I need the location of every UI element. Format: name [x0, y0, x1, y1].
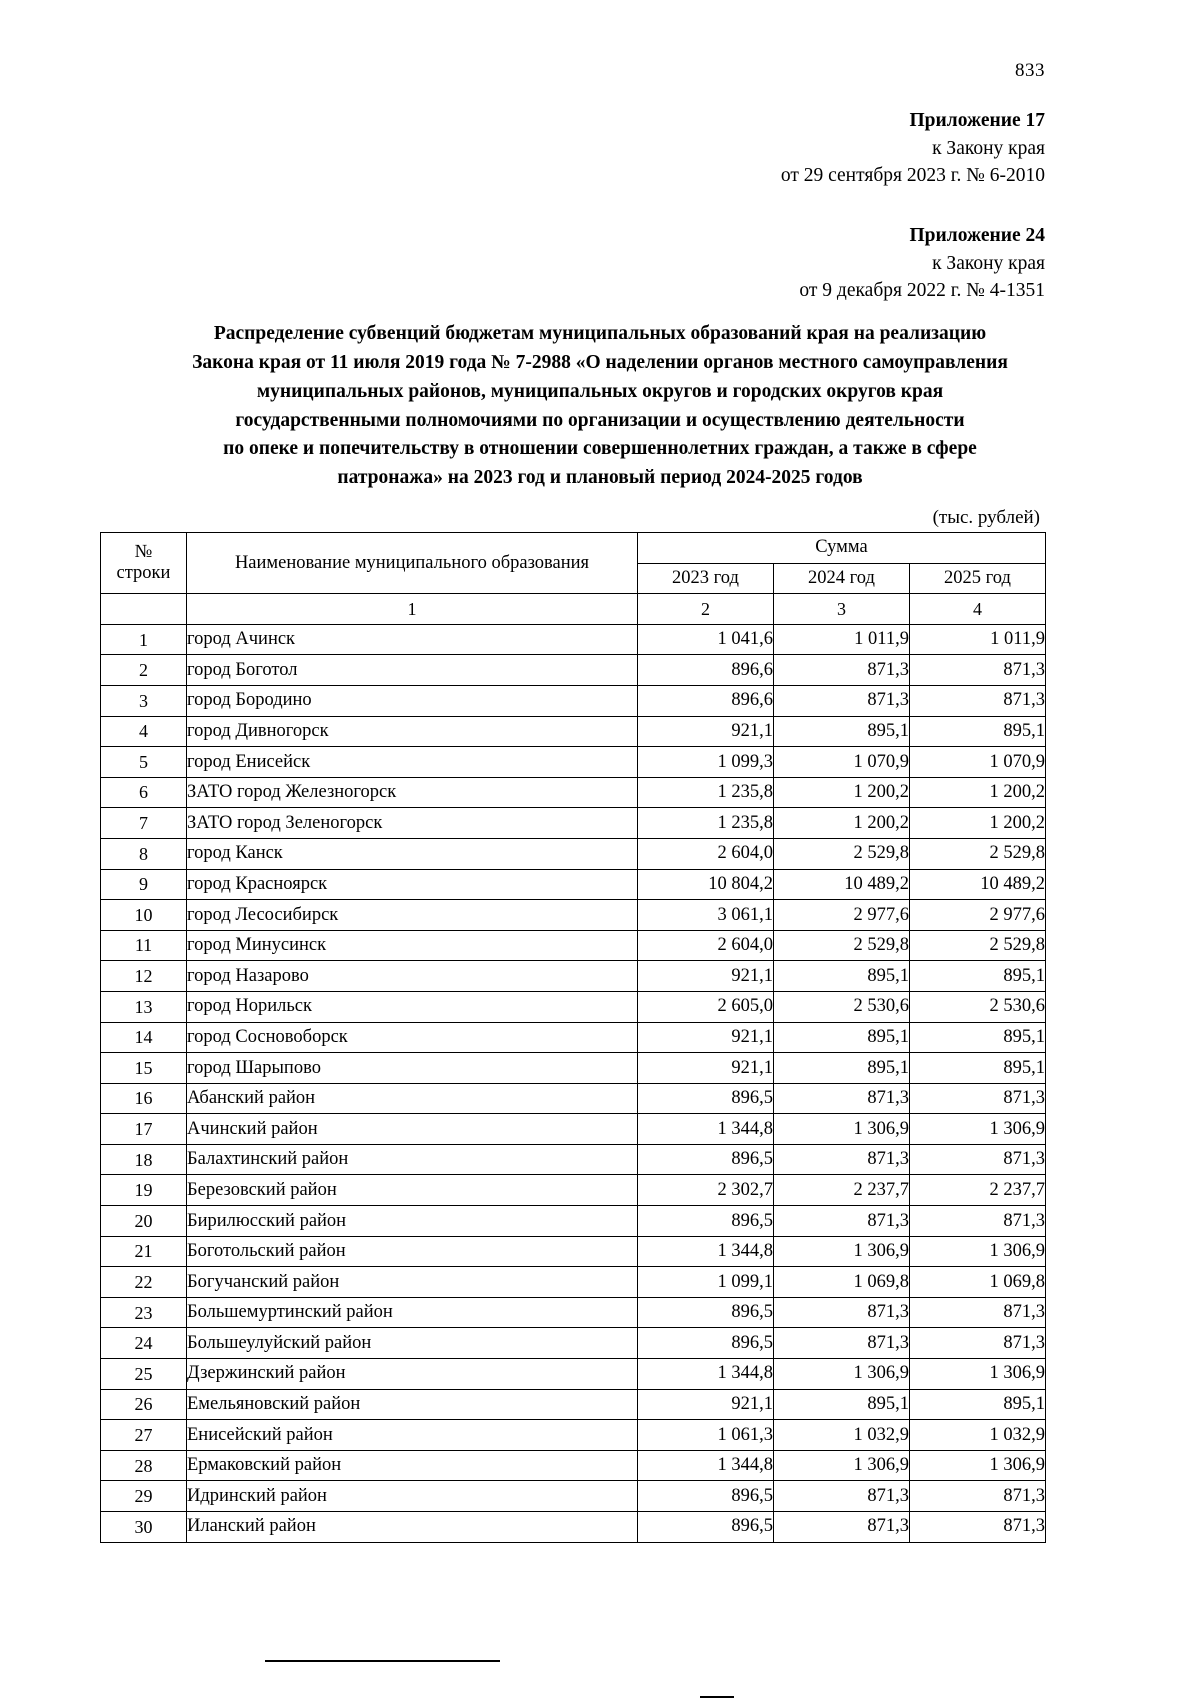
cell-municipality-name: Ачинский район — [187, 1114, 638, 1145]
table-row — [101, 1297, 1046, 1328]
cell-amount-2025: 1 306,9 — [910, 1236, 1046, 1267]
column-number-3: 3 — [774, 594, 910, 625]
cell-row-number: 30 — [101, 1512, 187, 1543]
cell-row-number: 17 — [101, 1114, 187, 1145]
cell-municipality-name: город Енисейск — [187, 747, 638, 778]
table-row — [101, 655, 1046, 686]
table-row — [101, 1328, 1046, 1359]
cell-municipality-name: Большемуртинский район — [187, 1297, 638, 1328]
cell-municipality-name: Ермаковский район — [187, 1450, 638, 1481]
cell-amount-2025: 2 530,6 — [910, 991, 1046, 1022]
cell-amount-2025: 1 069,8 — [910, 1267, 1046, 1298]
cell-row-number: 23 — [101, 1297, 187, 1328]
table-row — [101, 1420, 1046, 1451]
cell-municipality-name: Дзержинский район — [187, 1359, 638, 1390]
cell-row-number: 22 — [101, 1267, 187, 1298]
cell-municipality-name: Богучанский район — [187, 1267, 638, 1298]
cell-amount-2025: 895,1 — [910, 1053, 1046, 1084]
cell-amount-2025: 1 032,9 — [910, 1420, 1046, 1451]
cell-amount-2023: 896,5 — [638, 1297, 774, 1328]
cell-row-number: 14 — [101, 1022, 187, 1053]
cell-amount-2023: 3 061,1 — [638, 900, 774, 931]
cell-amount-2025: 871,3 — [910, 1297, 1046, 1328]
cell-amount-2023: 1 235,8 — [638, 808, 774, 839]
cell-amount-2025: 1 200,2 — [910, 777, 1046, 808]
table-header-row-primary — [101, 533, 1046, 564]
cell-amount-2023: 1 344,8 — [638, 1114, 774, 1145]
cell-row-number: 9 — [101, 869, 187, 900]
cell-amount-2023: 2 604,0 — [638, 930, 774, 961]
table-row — [101, 1114, 1046, 1145]
cell-amount-2023: 896,5 — [638, 1083, 774, 1114]
cell-municipality-name: Енисейский район — [187, 1420, 638, 1451]
cell-row-number: 18 — [101, 1144, 187, 1175]
cell-amount-2024: 895,1 — [774, 1022, 910, 1053]
cell-amount-2023: 896,6 — [638, 655, 774, 686]
column-header-year-2024: 2024 год — [774, 563, 910, 594]
column-number-4: 4 — [910, 594, 1046, 625]
column-header-row-number — [101, 533, 187, 594]
cell-row-number: 5 — [101, 747, 187, 778]
cell-amount-2023: 1 099,3 — [638, 747, 774, 778]
cell-municipality-name: город Сосновоборск — [187, 1022, 638, 1053]
cell-municipality-name: Абанский район — [187, 1083, 638, 1114]
page-title-line: Распределение субвенций бюджетам муниципальных образований края на реализацию — [213, 323, 987, 344]
cell-municipality-name: Балахтинский район — [187, 1144, 638, 1175]
column-header-row-number-line1: № — [134, 542, 153, 563]
cell-amount-2024: 2 977,6 — [774, 900, 910, 931]
column-number-1: 1 — [187, 594, 638, 625]
cell-amount-2023: 1 041,6 — [638, 624, 774, 655]
cell-amount-2024: 10 489,2 — [774, 869, 910, 900]
cell-amount-2024: 1 306,9 — [774, 1236, 910, 1267]
cell-amount-2024: 871,3 — [774, 1144, 910, 1175]
cell-amount-2025: 895,1 — [910, 1022, 1046, 1053]
page-number: 833 — [1015, 60, 1045, 81]
cell-amount-2024: 871,3 — [774, 1328, 910, 1359]
cell-amount-2025: 895,1 — [910, 716, 1046, 747]
table-row — [101, 1175, 1046, 1206]
cell-row-number: 19 — [101, 1175, 187, 1206]
cell-amount-2024: 2 237,7 — [774, 1175, 910, 1206]
cell-amount-2025: 1 200,2 — [910, 808, 1046, 839]
table-row — [101, 1267, 1046, 1298]
cell-amount-2024: 895,1 — [774, 1389, 910, 1420]
table-row — [101, 1053, 1046, 1084]
table-row — [101, 777, 1046, 808]
page-title — [100, 320, 1100, 493]
cell-amount-2023: 2 604,0 — [638, 838, 774, 869]
cell-amount-2024: 871,3 — [774, 1512, 910, 1543]
page-title-line: Закона края от 11 июля 2019 года № 7-2988 «О наделении органов местного самоуправления — [192, 351, 1008, 373]
cell-amount-2025: 2 977,6 — [910, 900, 1046, 931]
cell-amount-2023: 921,1 — [638, 961, 774, 992]
cell-amount-2024: 2 530,6 — [774, 991, 910, 1022]
page-title-line: государственными полномочиями по организации и осуществлению деятельности — [235, 409, 965, 431]
cell-row-number: 4 — [101, 716, 187, 747]
cell-amount-2025: 871,3 — [910, 685, 1046, 716]
cell-row-number: 26 — [101, 1389, 187, 1420]
cell-amount-2025: 895,1 — [910, 1389, 1046, 1420]
cell-amount-2023: 921,1 — [638, 1022, 774, 1053]
cell-row-number: 6 — [101, 777, 187, 808]
cell-amount-2024: 871,3 — [774, 1083, 910, 1114]
table-row — [101, 1206, 1046, 1237]
footer-mark — [700, 1696, 734, 1698]
table-row — [101, 716, 1046, 747]
cell-row-number: 24 — [101, 1328, 187, 1359]
table-row — [101, 808, 1046, 839]
table-row — [101, 685, 1046, 716]
cell-municipality-name: Березовский район — [187, 1175, 638, 1206]
subventions-table — [100, 532, 1046, 1543]
appendix-first-title: Приложение 17 — [909, 110, 1045, 131]
cell-row-number: 10 — [101, 900, 187, 931]
cell-amount-2024: 871,3 — [774, 655, 910, 686]
cell-amount-2025: 1 306,9 — [910, 1359, 1046, 1390]
table-row — [101, 624, 1046, 655]
table-body — [101, 624, 1046, 1542]
table-row — [101, 1481, 1046, 1512]
cell-amount-2025: 1 011,9 — [910, 624, 1046, 655]
cell-amount-2023: 10 804,2 — [638, 869, 774, 900]
appendix-second-date-line: от 9 декабря 2022 г. № 4-1351 — [799, 280, 1045, 302]
cell-amount-2023: 896,6 — [638, 685, 774, 716]
cell-amount-2023: 2 302,7 — [638, 1175, 774, 1206]
table-row — [101, 961, 1046, 992]
table-row — [101, 930, 1046, 961]
table-row — [101, 991, 1046, 1022]
cell-row-number: 16 — [101, 1083, 187, 1114]
appendix-reference-first — [781, 107, 1045, 190]
cell-amount-2025: 871,3 — [910, 1144, 1046, 1175]
cell-municipality-name: Идринский район — [187, 1481, 638, 1512]
cell-municipality-name: Емельяновский район — [187, 1389, 638, 1420]
cell-amount-2025: 871,3 — [910, 1512, 1046, 1543]
cell-municipality-name: город Назарово — [187, 961, 638, 992]
page-title-line: по опеке и попечительству в отношении совершеннолетних граждан, а также в сфере — [223, 438, 977, 460]
table-header — [101, 533, 1046, 625]
column-header-municipality-name: Наименование муниципального образования — [187, 533, 638, 594]
cell-municipality-name: Бирилюсский район — [187, 1206, 638, 1237]
cell-amount-2024: 1 011,9 — [774, 624, 910, 655]
cell-municipality-name: город Дивногорск — [187, 716, 638, 747]
appendix-second-title: Приложение 24 — [909, 225, 1045, 246]
cell-amount-2024: 895,1 — [774, 961, 910, 992]
cell-amount-2023: 896,5 — [638, 1512, 774, 1543]
cell-amount-2024: 871,3 — [774, 1481, 910, 1512]
cell-amount-2025: 871,3 — [910, 1206, 1046, 1237]
column-header-sum: Сумма — [638, 533, 1046, 564]
cell-amount-2024: 895,1 — [774, 1053, 910, 1084]
cell-municipality-name: Иланский район — [187, 1512, 638, 1543]
cell-row-number: 3 — [101, 685, 187, 716]
table-row — [101, 1022, 1046, 1053]
cell-amount-2024: 1 200,2 — [774, 808, 910, 839]
cell-row-number: 25 — [101, 1359, 187, 1390]
cell-municipality-name: город Боготол — [187, 655, 638, 686]
cell-row-number: 29 — [101, 1481, 187, 1512]
cell-municipality-name: Большеулуйский район — [187, 1328, 638, 1359]
units-note: (тыс. рублей) — [932, 507, 1040, 528]
table-header-row-column-numbers — [101, 594, 1046, 625]
cell-amount-2025: 871,3 — [910, 1328, 1046, 1359]
column-number-2: 2 — [638, 594, 774, 625]
cell-amount-2023: 921,1 — [638, 1053, 774, 1084]
cell-row-number: 20 — [101, 1206, 187, 1237]
cell-amount-2023: 896,5 — [638, 1328, 774, 1359]
table-row — [101, 838, 1046, 869]
cell-amount-2025: 1 070,9 — [910, 747, 1046, 778]
cell-amount-2023: 1 099,1 — [638, 1267, 774, 1298]
cell-row-number: 8 — [101, 838, 187, 869]
cell-municipality-name: ЗАТО город Зеленогорск — [187, 808, 638, 839]
cell-amount-2024: 1 200,2 — [774, 777, 910, 808]
cell-row-number: 12 — [101, 961, 187, 992]
cell-amount-2023: 1 061,3 — [638, 1420, 774, 1451]
appendix-first-date-line: от 29 сентября 2023 г. № 6-2010 — [780, 165, 1045, 187]
cell-amount-2023: 896,5 — [638, 1481, 774, 1512]
column-header-year-2025: 2025 год — [910, 563, 1046, 594]
table-row — [101, 1144, 1046, 1175]
cell-amount-2023: 1 344,8 — [638, 1359, 774, 1390]
subventions-table-container — [100, 532, 1045, 1543]
cell-amount-2024: 2 529,8 — [774, 930, 910, 961]
cell-municipality-name: город Норильск — [187, 991, 638, 1022]
table-row — [101, 1083, 1046, 1114]
table-row — [101, 869, 1046, 900]
table-row — [101, 1512, 1046, 1543]
cell-row-number: 1 — [101, 624, 187, 655]
cell-row-number: 7 — [101, 808, 187, 839]
cell-row-number: 21 — [101, 1236, 187, 1267]
cell-amount-2024: 1 306,9 — [774, 1359, 910, 1390]
column-header-year-2023: 2023 год — [638, 563, 774, 594]
cell-municipality-name: город Минусинск — [187, 930, 638, 961]
cell-municipality-name: город Бородино — [187, 685, 638, 716]
cell-amount-2023: 1 344,8 — [638, 1450, 774, 1481]
cell-amount-2023: 1 235,8 — [638, 777, 774, 808]
cell-amount-2025: 871,3 — [910, 1481, 1046, 1512]
table-row — [101, 1236, 1046, 1267]
cell-amount-2024: 2 529,8 — [774, 838, 910, 869]
cell-municipality-name: город Лесосибирск — [187, 900, 638, 931]
appendix-reference-second — [799, 222, 1045, 305]
cell-amount-2025: 871,3 — [910, 1083, 1046, 1114]
cell-municipality-name: город Канск — [187, 838, 638, 869]
cell-amount-2025: 871,3 — [910, 655, 1046, 686]
column-number-blank — [101, 594, 187, 625]
cell-municipality-name: город Красноярск — [187, 869, 638, 900]
table-row — [101, 1389, 1046, 1420]
page-title-line: муниципальных районов, муниципальных округов и городских округов края — [256, 380, 944, 402]
table-row — [101, 1450, 1046, 1481]
cell-amount-2025: 2 529,8 — [910, 838, 1046, 869]
cell-amount-2025: 2 237,7 — [910, 1175, 1046, 1206]
footer-rule — [265, 1660, 500, 1662]
cell-amount-2024: 1 070,9 — [774, 747, 910, 778]
cell-row-number: 13 — [101, 991, 187, 1022]
cell-amount-2025: 1 306,9 — [910, 1450, 1046, 1481]
cell-amount-2023: 2 605,0 — [638, 991, 774, 1022]
cell-amount-2025: 895,1 — [910, 961, 1046, 992]
cell-amount-2023: 896,5 — [638, 1144, 774, 1175]
cell-amount-2024: 895,1 — [774, 716, 910, 747]
cell-amount-2023: 1 344,8 — [638, 1236, 774, 1267]
cell-amount-2024: 871,3 — [774, 1297, 910, 1328]
page-title-line: патронажа» на 2023 год и плановый период 2024-2025 годов — [337, 467, 863, 489]
table-row — [101, 747, 1046, 778]
cell-row-number: 11 — [101, 930, 187, 961]
appendix-first-law-line: к Закону края — [932, 137, 1045, 159]
cell-row-number: 28 — [101, 1450, 187, 1481]
column-header-row-number-line2: строки — [116, 563, 171, 584]
cell-amount-2024: 871,3 — [774, 685, 910, 716]
table-row — [101, 1359, 1046, 1390]
cell-amount-2024: 1 306,9 — [774, 1450, 910, 1481]
cell-municipality-name: город Шарыпово — [187, 1053, 638, 1084]
table-row — [101, 900, 1046, 931]
cell-amount-2025: 2 529,8 — [910, 930, 1046, 961]
cell-amount-2023: 921,1 — [638, 1389, 774, 1420]
cell-row-number: 2 — [101, 655, 187, 686]
cell-amount-2023: 896,5 — [638, 1206, 774, 1237]
appendix-second-law-line: к Закону края — [932, 252, 1045, 274]
cell-amount-2024: 1 032,9 — [774, 1420, 910, 1451]
cell-municipality-name: Боготольский район — [187, 1236, 638, 1267]
cell-municipality-name: город Ачинск — [187, 624, 638, 655]
cell-amount-2025: 10 489,2 — [910, 869, 1046, 900]
cell-amount-2023: 921,1 — [638, 716, 774, 747]
cell-amount-2025: 1 306,9 — [910, 1114, 1046, 1145]
cell-municipality-name: ЗАТО город Железногорск — [187, 777, 638, 808]
cell-amount-2024: 1 306,9 — [774, 1114, 910, 1145]
cell-amount-2024: 871,3 — [774, 1206, 910, 1237]
cell-row-number: 15 — [101, 1053, 187, 1084]
cell-amount-2024: 1 069,8 — [774, 1267, 910, 1298]
cell-row-number: 27 — [101, 1420, 187, 1451]
